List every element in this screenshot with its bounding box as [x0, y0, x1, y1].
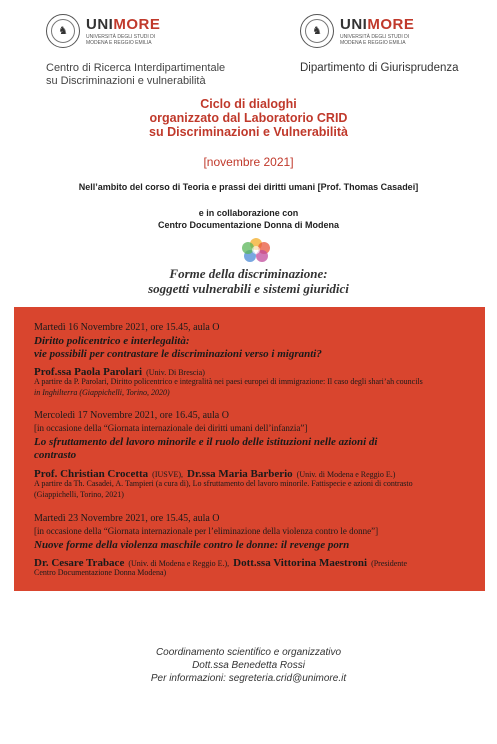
- event-2-ref-line2: (Giappichelli, Torino, 2021): [34, 490, 124, 499]
- theme-title: Forme della discriminazione: soggetti vulnerabili e sistemi giuridici: [148, 266, 349, 296]
- flower-icon: [238, 236, 274, 264]
- event-3-date: Martedì 23 Novembre 2021, ore 15.45, aula O: [34, 513, 220, 524]
- event-1-date: Martedì 16 Novembre 2021, ore 15.45, aula O: [34, 322, 220, 333]
- event-3-speakers: Dr. Cesare Trabace (Univ. di Modena e Reggio E.), Dott.ssa Vittorina Maestroni (Presidente: [34, 557, 408, 569]
- unimore-logo-left: [46, 14, 176, 54]
- dipartimento-caption: Dipartimento di Giurisprudenza: [300, 62, 459, 74]
- brand-subtitle: UNIVERSITÀ DEGLI STUDI DI MODENA E REGGIO EMILIA: [86, 34, 156, 46]
- event-1-speaker: Prof.ssa Paola Parolari (Univ. Di Brescia): [34, 366, 205, 378]
- series-title: Ciclo di dialoghi organizzato dal Laboratorio CRID su Discriminazioni e Vulnerabilità: [149, 97, 348, 139]
- event-1-ref-line2: in Inghilterra (Giappichelli, Torino, 2020): [34, 388, 170, 397]
- course-context: Nell’ambito del corso di Teoria e prassi dei diritti umani [Prof. Thomas Casadei]: [78, 182, 419, 192]
- event-1-title-line1: Diritto policentrico e interlegalità:: [34, 335, 190, 347]
- brand-subtitle: UNIVERSITÀ DEGLI STUDI DI MODENA E REGGIO EMILIA: [340, 34, 410, 46]
- event-2-ref-line1: A partire da Th. Casadei, A. Tampieri (a cura di), Lo sfruttamento del lavoro minorile. Fattispecie e azioni di contrasto: [34, 479, 413, 488]
- email-link[interactable]: segreteria.crid@unimore.it: [228, 673, 347, 684]
- brand-wordmark: UNIMORE: [340, 16, 415, 33]
- university-seal-icon: ♞: [300, 14, 334, 48]
- month-label: [novembre 2021]: [203, 155, 294, 169]
- event-1-title-line2: vie possibili per contrastare le discriminazioni verso i migranti?: [34, 348, 322, 360]
- footer-contact: Per informazioni: segreteria.crid@unimore.it: [150, 673, 347, 684]
- university-seal-icon: ♞: [46, 14, 80, 48]
- brand-wordmark: UNIMORE: [86, 16, 161, 33]
- collaboration-note: e in collaborazione con Centro Documentazione Donna di Modena: [157, 208, 339, 230]
- event-3-title-line1: Nuove forme della violenza maschile contro le donne: il revenge porn: [34, 539, 350, 551]
- event-1-ref-line1: A partire da P. Parolari, Diritto policentrico e integralità nei paesi europei di immigrazione: Il caso degli shari’ah councils: [34, 377, 423, 386]
- event-2-date: Mercoledì 17 Novembre 2021, ore 16.45, aula O: [34, 410, 229, 421]
- footer-credits: Coordinamento scientifico e organizzativo Dott.ssa Benedetta Rossi Per informazioni: segreteria.crid@unimore.it: [0, 646, 497, 685]
- event-2-occasion: [in occasione della “Giornata internazionale dei diritti umani dell’infanzia”]: [34, 423, 308, 433]
- event-2-title-line2: contrasto: [34, 449, 77, 461]
- events-panel: [14, 307, 485, 591]
- unimore-logo-right: [300, 14, 430, 54]
- event-3-aff-line2: Centro Documentazione Donna Modena): [34, 568, 167, 577]
- centro-caption: Centro di Ricerca Interdipartimentale su Discriminazioni e vulnerabilità: [46, 62, 226, 87]
- event-2-speakers: Prof. Christian Crocetta (IUSVE), Dr.ssa Maria Barberio (Univ. di Modena e Reggio E.): [34, 468, 396, 480]
- event-3-occasion: [in occasione della “Giornata internazionale per l’eliminazione della violenza contro le donne”]: [34, 526, 379, 536]
- event-2-title-line1: Lo sfruttamento del lavoro minorile e il ruolo delle istituzioni nelle azioni di: [34, 436, 378, 448]
